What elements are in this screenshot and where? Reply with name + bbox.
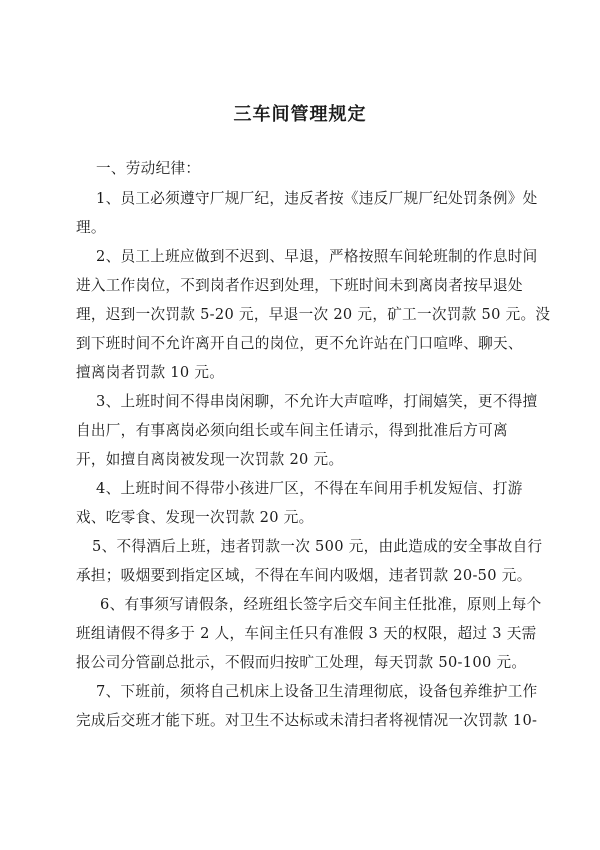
paragraph-line: 理。 — [76, 219, 106, 236]
paragraph-line: 戏、吃零食、发现一次罚款 20 元。 — [76, 509, 314, 526]
paragraph-line: 5、不得酒后上班，违者罚款一次 500 元，由此造成的安全事故自行 — [92, 538, 543, 555]
paragraph-line: 进入工作岗位，不到岗者作迟到处理，下班时间未到离岗者按早退处 — [76, 277, 523, 294]
paragraph-line: 完成后交班才能下班。对卫生不达标或未清扫者将视情况一次罚款 10- — [76, 712, 538, 729]
paragraph-line: 7、下班前，须将自己机床上设备卫生清理彻底，设备包养维护工作 — [96, 683, 538, 700]
paragraph-line: 报公司分管副总批示，不假而归按旷工处理，每天罚款 50-100 元。 — [76, 654, 527, 671]
paragraph-line: 开，如擅自离岗被发现一次罚款 20 元。 — [76, 451, 344, 468]
paragraph-line: 到下班时间不允许离开自己的岗位，更不允许站在门口喧哗、聊天、 — [76, 335, 523, 352]
paragraph-line: 自出厂，有事离岗必须向组长或车间主任请示，得到批准后方可离 — [76, 422, 508, 439]
paragraph-line: 6、有事须写请假条，经班组长签字后交车间主任批准，原则上每个 — [100, 596, 542, 613]
paragraph-line: 擅离岗者罚款 10 元。 — [76, 364, 225, 381]
paragraph-line: 3、上班时间不得串岗闲聊，不允许大声喧哗，打闹嬉笑，更不得擅 — [96, 393, 538, 410]
page-title: 三车间管理规定 — [233, 104, 367, 125]
section-heading: 一、劳动纪律： — [96, 160, 201, 177]
paragraph-line: 理，迟到一次罚款 5-20 元，早退一次 20 元，矿工一次罚款 50 元。没 — [76, 306, 551, 323]
paragraph-line: 4、上班时间不得带小孩进厂区，不得在车间用手机发短信、打游 — [96, 480, 523, 497]
paragraph-line: 2、员工上班应做到不迟到、早退，严格按照车间轮班制的作息时间 — [96, 248, 538, 265]
paragraph-line: 承担；吸烟要到指定区域，不得在车间内吸烟，违者罚款 20-50 元。 — [76, 567, 532, 584]
paragraph-line: 1、员工必须遵守厂规厂纪，违反者按《违反厂规厂纪处罚条例》处 — [96, 190, 538, 207]
paragraph-line: 班组请假不得多于 2 人，车间主任只有准假 3 天的权限，超过 3 天需 — [76, 625, 537, 642]
